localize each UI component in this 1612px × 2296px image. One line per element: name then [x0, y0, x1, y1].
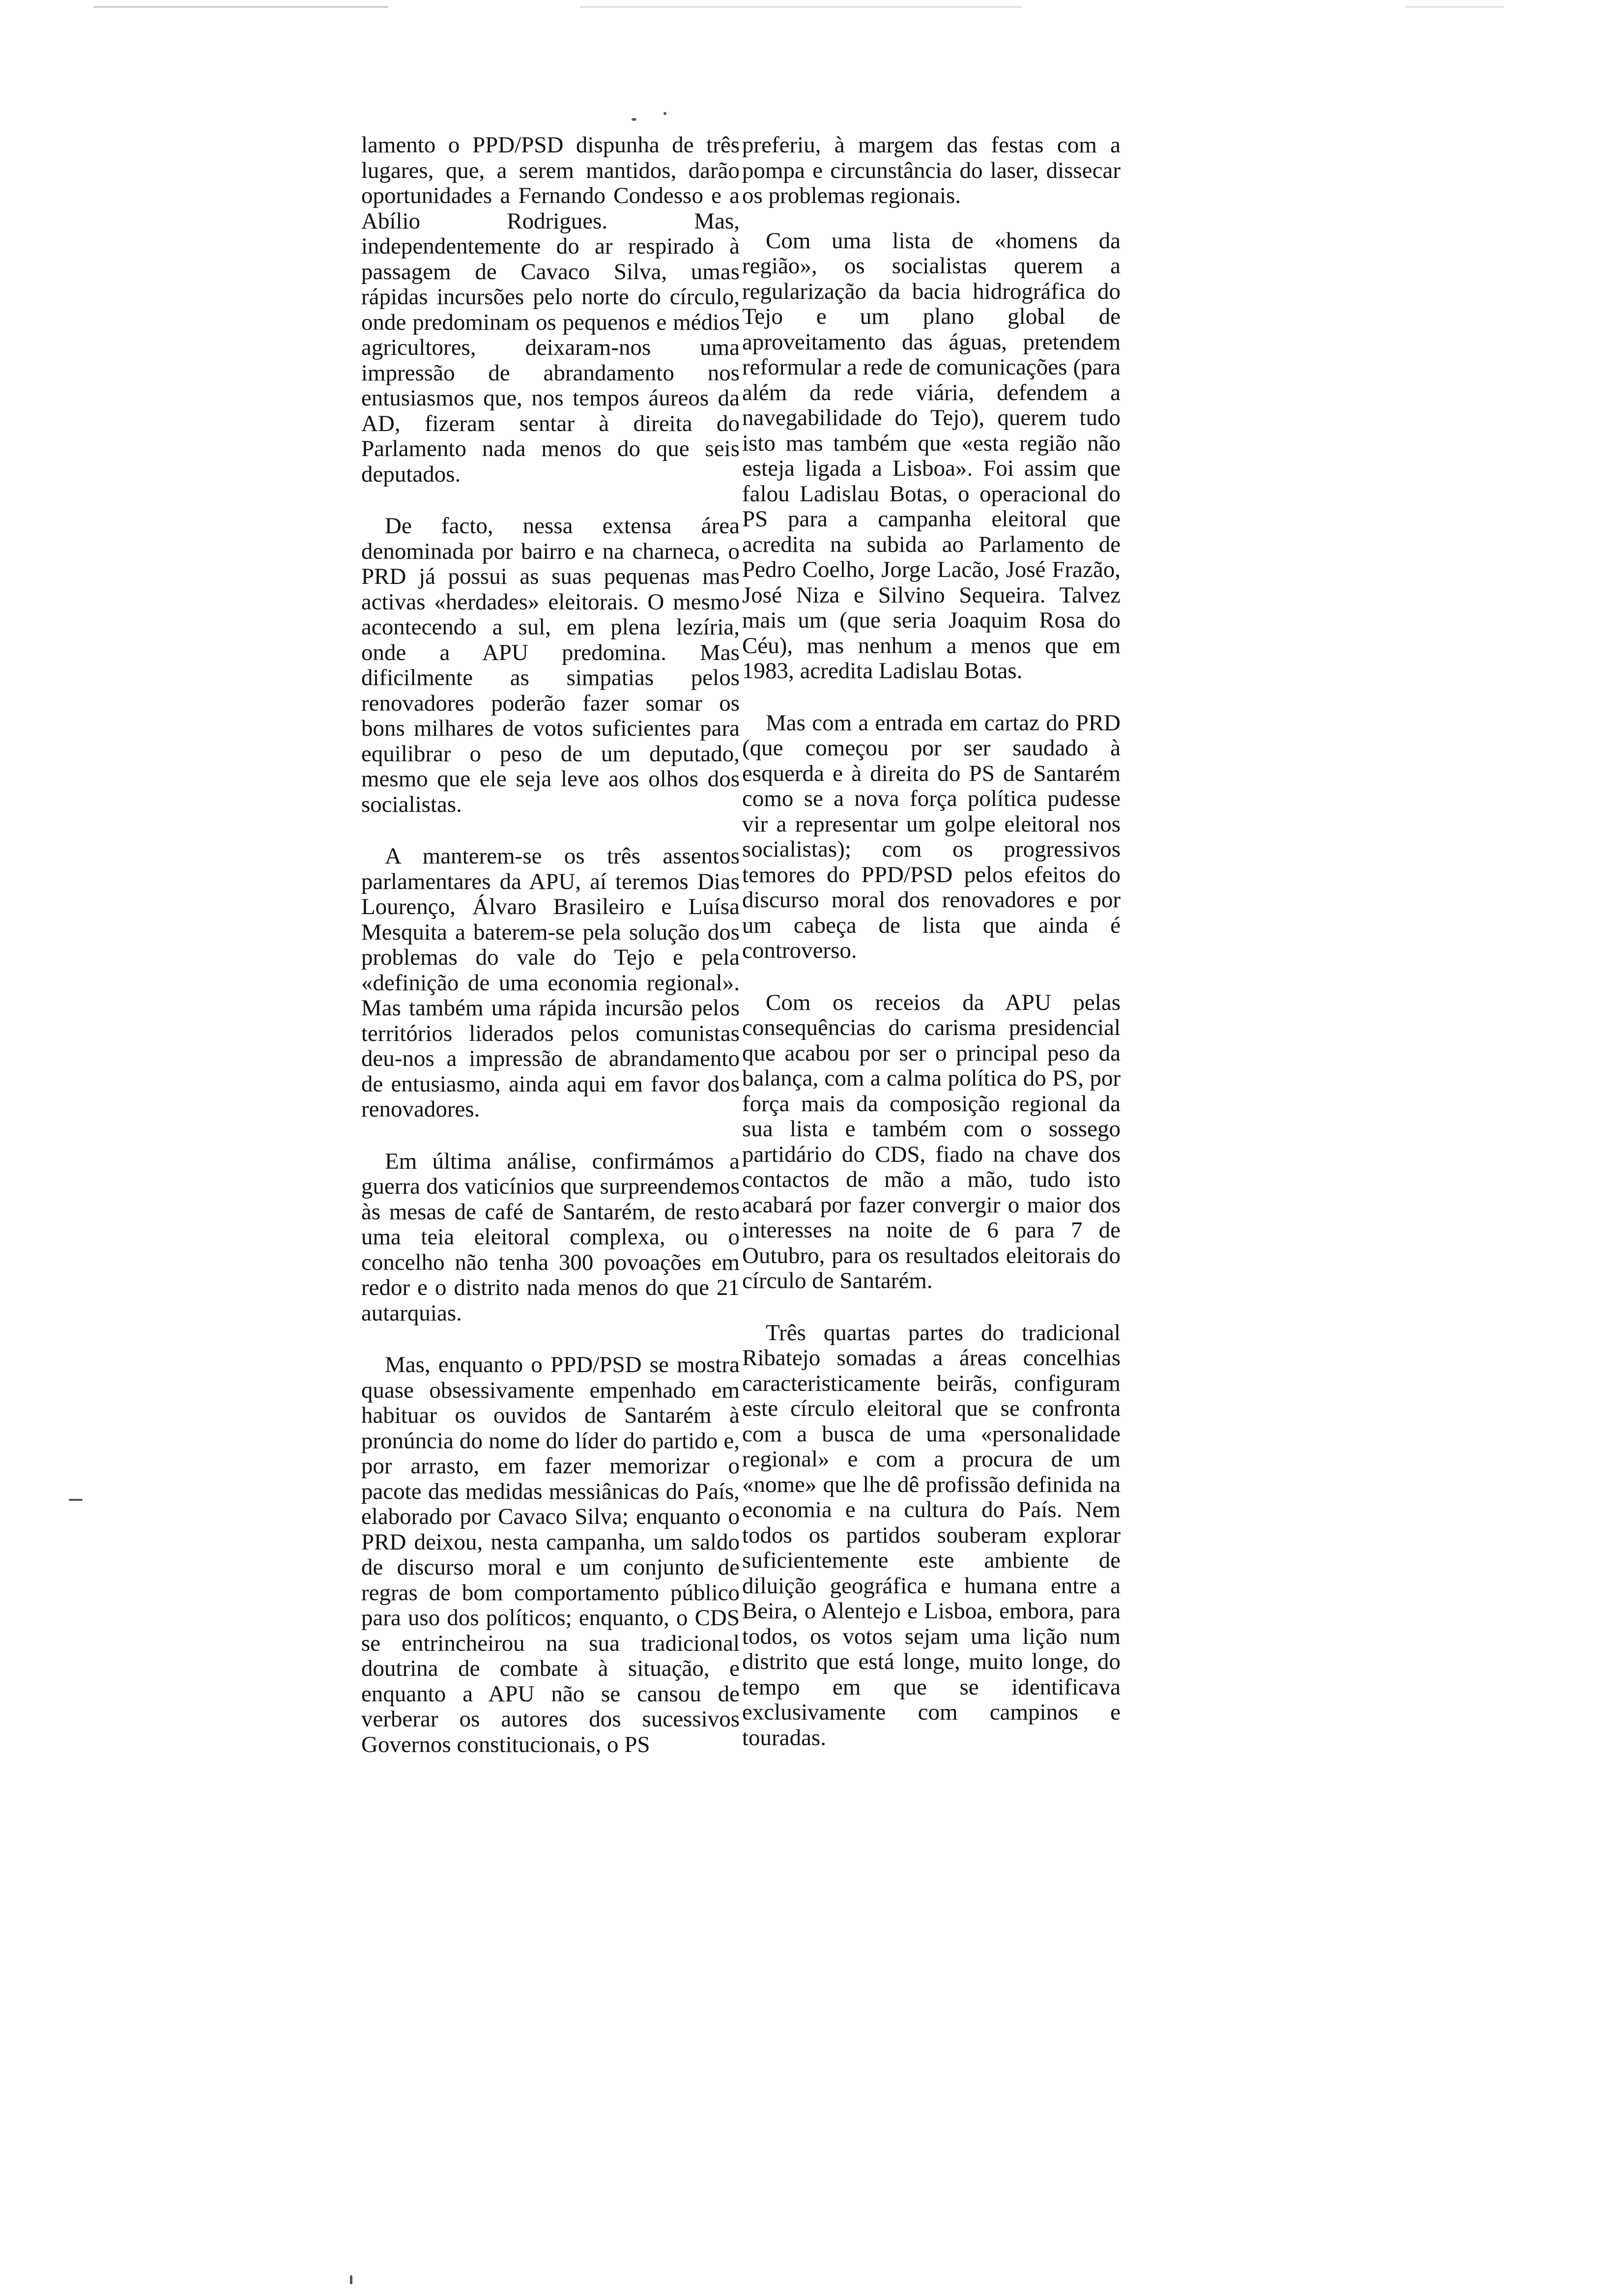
- article-paragraph: lamento o PPD/PSD dispunha de três lugares, que, a serem mantidos, darão oportunidades a Fernando Condesso e a Abílio Rodrigues. Mas, independentemente do ar respirado à passagem de Cavaco Silva, umas rápidas incursões pelo norte do círculo, onde predominam os pequenos e médios agricultores, deixaram-nos uma impressão de abrandamento nos entusiasmos que, nos tempos áureos da AD, fizeram sentar à direita do Parlamento nada menos do que seis deputados.: [361, 132, 740, 487]
- article-column-right: [742, 133, 1121, 1777]
- scan-speck: [663, 112, 666, 115]
- scan-speck: [69, 1499, 83, 1501]
- article-paragraph: A manterem-se os três assentos parlamentares da APU, aí teremos Dias Lourenço, Álvaro Brasileiro e Luísa Mesquita a baterem-se pela solução dos problemas do vale do Tejo e pela «definição de uma economia regional». Mas também uma rápida incursão pelos territórios liderados pelos comunistas deu-nos a impressão de abrandamento de entusiasmo, ainda aqui em favor dos renovadores.: [361, 843, 740, 1122]
- scan-edge-rule-center: [580, 6, 1022, 8]
- article-paragraph: De facto, nessa extensa área denominada por bairro e na charneca, o PRD já possui as suas pequenas mas activas «herdades» eleitorais. O mesmo acontecendo a sul, em plena lezíria, onde a APU predomina. Mas dificilmente as simpatias pelos renovadores poderão fazer somar os bons milhares de votos suficientes para equilibrar o peso de um deputado, mesmo que ele seja leve aos olhos dos socialistas.: [361, 513, 740, 817]
- article-paragraph: Em última análise, confirmámos a guerra dos vaticínios que surpreendemos às mesas de café de Santarém, de resto uma teia eleitoral complexa, ou o concelho não tenha 300 povoações em redor e o distrito nada menos do que 21 autarquias.: [361, 1148, 740, 1326]
- scan-speck: [632, 118, 636, 121]
- article-paragraph: Com os receios da APU pelas consequências do carisma presidencial que acabou por ser o principal peso da balança, com a calma política do PS, por força mais da composição regional da sua lista e também com o sossego partidário do CDS, fiado na chave dos contactos de mão a mão, tudo isto acabará por fazer convergir o maior dos interesses na noite de 6 para 7 de Outubro, para os resultados eleitorais do círculo de Santarém.: [742, 989, 1121, 1293]
- scan-edge-rule-right: [1406, 6, 1504, 8]
- article-column-left: [361, 133, 740, 1784]
- article-paragraph: preferiu, à margem das festas com a pompa e circunstância do laser, dissecar os problemas regionais.: [742, 132, 1121, 208]
- article-paragraph: Mas, enquanto o PPD/PSD se mostra quase obsessivamente empenhado em habituar os ouvidos de Santarém à pronúncia do nome do líder do partido e, por arrasto, em fazer memorizar o pacote das medidas messiânicas do País, elaborado por Cavaco Silva; enquanto o PRD deixou, nesta campanha, um saldo de discurso moral e um conjunto de regras de bom comportamento público para uso dos políticos; enquanto, o CDS se entrincheirou na sua tradicional doutrina de combate à situação, e enquanto a APU não se cansou de verberar os autores dos sucessivos Governos constitucionais, o PS: [361, 1352, 740, 1757]
- article-paragraph: Três quartas partes do tradicional Ribatejo somadas a áreas concelhias caracteristicamente beirãs, configuram este círculo eleitoral que se confronta com a busca de uma «personalidade regional» e com a procura de um «nome» que lhe dê profissão definida na economia e na cultura do País. Nem todos os partidos souberam explorar suficientemente este ambiente de diluição geográfica e humana entre a Beira, o Alentejo e Lisboa, embora, para todos, os votos sejam uma lição num distrito que está longe, muito longe, do tempo em que se identificava exclusivamente com campinos e touradas.: [742, 1320, 1121, 1751]
- article-paragraph: Mas com a entrada em cartaz do PRD (que começou por ser saudado à esquerda e à direita do PS de Santarém como se a nova força política pudesse vir a representar um golpe eleitoral nos socialistas); com os progressivos temores do PPD/PSD pelos efeitos do discurso moral dos renovadores e por um cabeça de lista que ainda é controverso.: [742, 710, 1121, 963]
- scan-edge-rule-left: [93, 6, 388, 8]
- article-paragraph: Com uma lista de «homens da região», os socialistas querem a regularização da bacia hidrográfica do Tejo e um plano global de aproveitamento das águas, pretendem reformular a rede de comunicações (para além da rede viária, defendem a navegabilidade do Tejo), querem tudo isto mas também que «esta região não esteja ligada a Lisboa». Foi assim que falou Ladislau Botas, o operacional do PS para a campanha eleitoral que acredita na subida ao Parlamento de Pedro Coelho, Jorge Lacão, José Frazão, José Niza e Silvino Sequeira. Talvez mais um (que seria Joaquim Rosa do Céu), mas nenhum a menos que em 1983, acredita Ladislau Botas.: [742, 228, 1121, 684]
- scan-speck: [350, 2275, 352, 2284]
